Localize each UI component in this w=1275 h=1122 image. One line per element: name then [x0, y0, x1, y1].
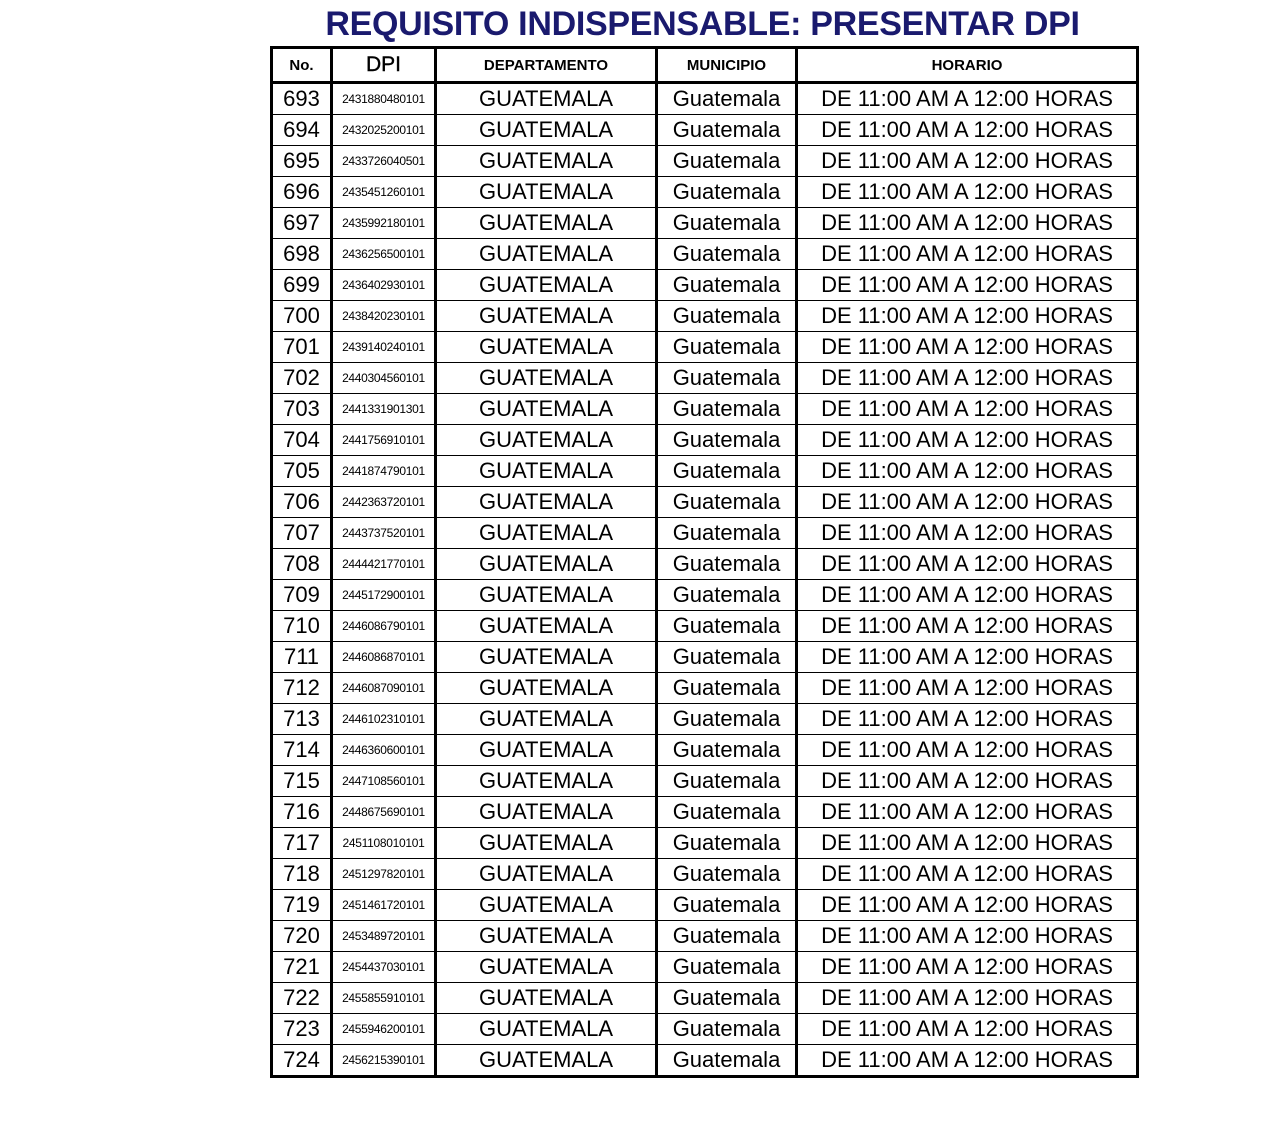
cell-dpi: 2435992180101: [332, 208, 436, 239]
cell-municipio: Guatemala: [657, 859, 797, 890]
cell-municipio: Guatemala: [657, 611, 797, 642]
cell-departamento: GUATEMALA: [436, 704, 657, 735]
cell-horario: DE 11:00 AM A 12:00 HORAS: [797, 921, 1138, 952]
cell-departamento: GUATEMALA: [436, 642, 657, 673]
cell-horario: DE 11:00 AM A 12:00 HORAS: [797, 1014, 1138, 1045]
cell-municipio: Guatemala: [657, 642, 797, 673]
cell-dpi: 2455946200101: [332, 1014, 436, 1045]
table-header: [272, 48, 1138, 83]
cell-horario: DE 11:00 AM A 12:00 HORAS: [797, 332, 1138, 363]
cell-horario: DE 11:00 AM A 12:00 HORAS: [797, 735, 1138, 766]
table-row: [272, 177, 1138, 208]
cell-dpi: 2441874790101: [332, 456, 436, 487]
table-row: [272, 735, 1138, 766]
cell-municipio: Guatemala: [657, 735, 797, 766]
cell-departamento: GUATEMALA: [436, 983, 657, 1014]
cell-no: 705: [272, 456, 332, 487]
header-municipio: MUNICIPIO: [657, 48, 797, 83]
cell-departamento: GUATEMALA: [436, 890, 657, 921]
cell-no: 717: [272, 828, 332, 859]
table-row: [272, 394, 1138, 425]
table-row: [272, 518, 1138, 549]
cell-no: 697: [272, 208, 332, 239]
cell-dpi: 2432025200101: [332, 115, 436, 146]
table-body: [272, 83, 1138, 1077]
cell-dpi: 2448675690101: [332, 797, 436, 828]
cell-municipio: Guatemala: [657, 239, 797, 270]
cell-horario: DE 11:00 AM A 12:00 HORAS: [797, 828, 1138, 859]
cell-dpi: 2446086870101: [332, 642, 436, 673]
cell-no: 694: [272, 115, 332, 146]
cell-horario: DE 11:00 AM A 12:00 HORAS: [797, 1045, 1138, 1077]
cell-dpi: 2444421770101: [332, 549, 436, 580]
cell-departamento: GUATEMALA: [436, 83, 657, 115]
cell-municipio: Guatemala: [657, 518, 797, 549]
cell-no: 723: [272, 1014, 332, 1045]
table-row: [272, 797, 1138, 828]
table-row: [272, 549, 1138, 580]
header-departamento: DEPARTAMENTO: [436, 48, 657, 83]
cell-municipio: Guatemala: [657, 332, 797, 363]
cell-municipio: Guatemala: [657, 549, 797, 580]
cell-municipio: Guatemala: [657, 580, 797, 611]
header-dpi: DPI: [332, 48, 436, 83]
header-horario: HORARIO: [797, 48, 1138, 83]
table-row: [272, 642, 1138, 673]
cell-horario: DE 11:00 AM A 12:00 HORAS: [797, 642, 1138, 673]
cell-horario: DE 11:00 AM A 12:00 HORAS: [797, 425, 1138, 456]
cell-municipio: Guatemala: [657, 270, 797, 301]
cell-dpi: 2438420230101: [332, 301, 436, 332]
table-row: [272, 859, 1138, 890]
cell-municipio: Guatemala: [657, 704, 797, 735]
table-row: [272, 921, 1138, 952]
table-row: [272, 363, 1138, 394]
cell-no: 698: [272, 239, 332, 270]
cell-no: 693: [272, 83, 332, 115]
cell-dpi: 2445172900101: [332, 580, 436, 611]
cell-municipio: Guatemala: [657, 673, 797, 704]
cell-departamento: GUATEMALA: [436, 828, 657, 859]
cell-horario: DE 11:00 AM A 12:00 HORAS: [797, 766, 1138, 797]
cell-municipio: Guatemala: [657, 177, 797, 208]
cell-departamento: GUATEMALA: [436, 611, 657, 642]
cell-no: 722: [272, 983, 332, 1014]
cell-departamento: GUATEMALA: [436, 952, 657, 983]
table-row: [272, 1045, 1138, 1077]
cell-departamento: GUATEMALA: [436, 921, 657, 952]
cell-municipio: Guatemala: [657, 425, 797, 456]
cell-no: 720: [272, 921, 332, 952]
cell-municipio: Guatemala: [657, 456, 797, 487]
cell-departamento: GUATEMALA: [436, 518, 657, 549]
cell-municipio: Guatemala: [657, 487, 797, 518]
cell-municipio: Guatemala: [657, 1014, 797, 1045]
cell-no: 710: [272, 611, 332, 642]
cell-municipio: Guatemala: [657, 952, 797, 983]
cell-municipio: Guatemala: [657, 363, 797, 394]
cell-no: 711: [272, 642, 332, 673]
cell-departamento: GUATEMALA: [436, 115, 657, 146]
cell-municipio: Guatemala: [657, 394, 797, 425]
cell-departamento: GUATEMALA: [436, 239, 657, 270]
table-row: [272, 983, 1138, 1014]
table-row: [272, 673, 1138, 704]
table-row: [272, 332, 1138, 363]
cell-dpi: 2433726040501: [332, 146, 436, 177]
cell-municipio: Guatemala: [657, 1045, 797, 1077]
table-row: [272, 115, 1138, 146]
cell-municipio: Guatemala: [657, 146, 797, 177]
table-row: [272, 890, 1138, 921]
cell-horario: DE 11:00 AM A 12:00 HORAS: [797, 673, 1138, 704]
header-row: [272, 48, 1138, 83]
table-row: [272, 146, 1138, 177]
cell-horario: DE 11:00 AM A 12:00 HORAS: [797, 890, 1138, 921]
cell-no: 699: [272, 270, 332, 301]
table-row: [272, 425, 1138, 456]
cell-no: 696: [272, 177, 332, 208]
cell-no: 709: [272, 580, 332, 611]
cell-no: 715: [272, 766, 332, 797]
table-row: [272, 766, 1138, 797]
table-row: [272, 828, 1138, 859]
cell-no: 701: [272, 332, 332, 363]
cell-dpi: 2456215390101: [332, 1045, 436, 1077]
cell-departamento: GUATEMALA: [436, 766, 657, 797]
cell-dpi: 2451108010101: [332, 828, 436, 859]
cell-horario: DE 11:00 AM A 12:00 HORAS: [797, 83, 1138, 115]
cell-dpi: 2441331901301: [332, 394, 436, 425]
cell-horario: DE 11:00 AM A 12:00 HORAS: [797, 487, 1138, 518]
cell-dpi: 2446086790101: [332, 611, 436, 642]
cell-dpi: 2446102310101: [332, 704, 436, 735]
cell-dpi: 2454437030101: [332, 952, 436, 983]
cell-departamento: GUATEMALA: [436, 301, 657, 332]
cell-municipio: Guatemala: [657, 208, 797, 239]
cell-departamento: GUATEMALA: [436, 146, 657, 177]
cell-horario: DE 11:00 AM A 12:00 HORAS: [797, 239, 1138, 270]
cell-dpi: 2442363720101: [332, 487, 436, 518]
table-row: [272, 580, 1138, 611]
cell-horario: DE 11:00 AM A 12:00 HORAS: [797, 704, 1138, 735]
cell-departamento: GUATEMALA: [436, 363, 657, 394]
cell-no: 703: [272, 394, 332, 425]
cell-horario: DE 11:00 AM A 12:00 HORAS: [797, 270, 1138, 301]
cell-dpi: 2453489720101: [332, 921, 436, 952]
cell-departamento: GUATEMALA: [436, 549, 657, 580]
cell-no: 714: [272, 735, 332, 766]
cell-dpi: 2436402930101: [332, 270, 436, 301]
cell-no: 706: [272, 487, 332, 518]
table-row: [272, 301, 1138, 332]
table-row: [272, 1014, 1138, 1045]
cell-no: 716: [272, 797, 332, 828]
cell-no: 712: [272, 673, 332, 704]
table-row: [272, 704, 1138, 735]
cell-horario: DE 11:00 AM A 12:00 HORAS: [797, 177, 1138, 208]
cell-municipio: Guatemala: [657, 890, 797, 921]
table-row: [272, 270, 1138, 301]
cell-departamento: GUATEMALA: [436, 580, 657, 611]
cell-no: 721: [272, 952, 332, 983]
cell-departamento: GUATEMALA: [436, 487, 657, 518]
cell-horario: DE 11:00 AM A 12:00 HORAS: [797, 115, 1138, 146]
cell-no: 724: [272, 1045, 332, 1077]
cell-dpi: 2446360600101: [332, 735, 436, 766]
cell-departamento: GUATEMALA: [436, 208, 657, 239]
cell-horario: DE 11:00 AM A 12:00 HORAS: [797, 208, 1138, 239]
cell-horario: DE 11:00 AM A 12:00 HORAS: [797, 301, 1138, 332]
page-title: REQUISITO INDISPENSABLE: PRESENTAR DPI: [325, 5, 1080, 43]
cell-horario: DE 11:00 AM A 12:00 HORAS: [797, 146, 1138, 177]
table-row: [272, 208, 1138, 239]
cell-municipio: Guatemala: [657, 921, 797, 952]
cell-departamento: GUATEMALA: [436, 394, 657, 425]
cell-departamento: GUATEMALA: [436, 270, 657, 301]
cell-dpi: 2435451260101: [332, 177, 436, 208]
cell-municipio: Guatemala: [657, 797, 797, 828]
cell-horario: DE 11:00 AM A 12:00 HORAS: [797, 983, 1138, 1014]
header-no: No.: [272, 48, 332, 83]
cell-departamento: GUATEMALA: [436, 177, 657, 208]
cell-departamento: GUATEMALA: [436, 673, 657, 704]
cell-departamento: GUATEMALA: [436, 456, 657, 487]
cell-no: 718: [272, 859, 332, 890]
table-row: [272, 487, 1138, 518]
cell-no: 700: [272, 301, 332, 332]
cell-dpi: 2446087090101: [332, 673, 436, 704]
cell-dpi: 2440304560101: [332, 363, 436, 394]
cell-departamento: GUATEMALA: [436, 1014, 657, 1045]
cell-horario: DE 11:00 AM A 12:00 HORAS: [797, 363, 1138, 394]
cell-no: 704: [272, 425, 332, 456]
cell-municipio: Guatemala: [657, 983, 797, 1014]
cell-departamento: GUATEMALA: [436, 797, 657, 828]
cell-departamento: GUATEMALA: [436, 1045, 657, 1077]
dpi-schedule-table: [270, 46, 1139, 1078]
cell-departamento: GUATEMALA: [436, 332, 657, 363]
cell-dpi: 2436256500101: [332, 239, 436, 270]
cell-municipio: Guatemala: [657, 115, 797, 146]
cell-dpi: 2441756910101: [332, 425, 436, 456]
cell-no: 708: [272, 549, 332, 580]
cell-municipio: Guatemala: [657, 83, 797, 115]
cell-horario: DE 11:00 AM A 12:00 HORAS: [797, 611, 1138, 642]
cell-horario: DE 11:00 AM A 12:00 HORAS: [797, 797, 1138, 828]
cell-horario: DE 11:00 AM A 12:00 HORAS: [797, 394, 1138, 425]
cell-horario: DE 11:00 AM A 12:00 HORAS: [797, 456, 1138, 487]
cell-departamento: GUATEMALA: [436, 735, 657, 766]
table-row: [272, 611, 1138, 642]
cell-dpi: 2443737520101: [332, 518, 436, 549]
table-row: [272, 456, 1138, 487]
cell-municipio: Guatemala: [657, 301, 797, 332]
cell-municipio: Guatemala: [657, 766, 797, 797]
cell-horario: DE 11:00 AM A 12:00 HORAS: [797, 952, 1138, 983]
cell-municipio: Guatemala: [657, 828, 797, 859]
cell-no: 719: [272, 890, 332, 921]
cell-no: 702: [272, 363, 332, 394]
cell-horario: DE 11:00 AM A 12:00 HORAS: [797, 859, 1138, 890]
cell-dpi: 2431880480101: [332, 83, 436, 115]
cell-no: 713: [272, 704, 332, 735]
cell-departamento: GUATEMALA: [436, 859, 657, 890]
cell-horario: DE 11:00 AM A 12:00 HORAS: [797, 549, 1138, 580]
cell-horario: DE 11:00 AM A 12:00 HORAS: [797, 518, 1138, 549]
cell-no: 707: [272, 518, 332, 549]
table-row: [272, 952, 1138, 983]
cell-dpi: 2447108560101: [332, 766, 436, 797]
cell-no: 695: [272, 146, 332, 177]
table-row: [272, 239, 1138, 270]
cell-departamento: GUATEMALA: [436, 425, 657, 456]
cell-dpi: 2451461720101: [332, 890, 436, 921]
table-row: [272, 83, 1138, 115]
cell-dpi: 2439140240101: [332, 332, 436, 363]
cell-horario: DE 11:00 AM A 12:00 HORAS: [797, 580, 1138, 611]
cell-dpi: 2451297820101: [332, 859, 436, 890]
cell-dpi: 2455855910101: [332, 983, 436, 1014]
